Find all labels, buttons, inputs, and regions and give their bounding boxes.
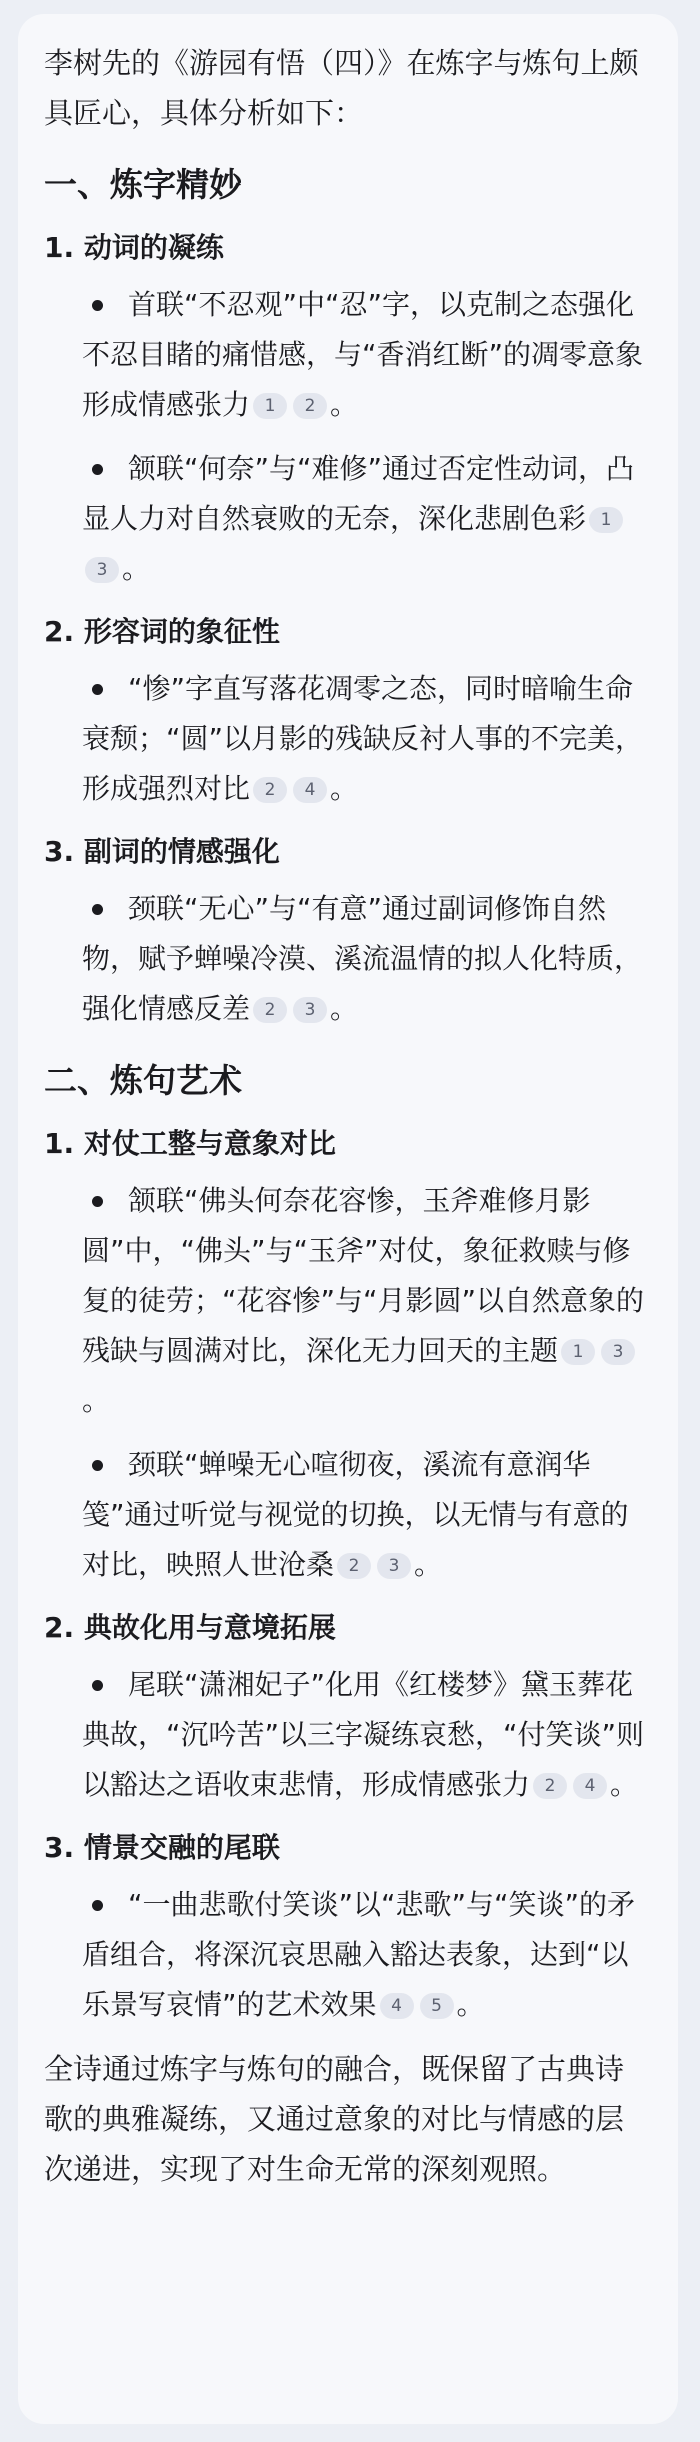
- citation-badge[interactable]: 5: [420, 1993, 454, 2019]
- list-item-text: 首联“不忍观”中“忍”字，以克制之态强化不忍目睹的痛惜感，与“香消红断”的凋零意象形成情感张力: [82, 288, 644, 421]
- citation-badge[interactable]: 3: [85, 557, 119, 583]
- list-item-body: [36, 444, 650, 594]
- list-item-text: “惨”字直写落花凋零之态，同时暗喻生命衰颓；“圆”以月影的残缺反衬人事的不完美，形成强烈对比: [82, 672, 644, 805]
- list-item-text: 颔联“佛头何奈花容惨，玉斧难修月影圆”中，“佛头”与“玉斧”对仗，象征救赎与修复的徒劳；“花容惨”与“月影圆”以自然意象的残缺与圆满对比，深化无力回天的主题: [82, 1184, 645, 1367]
- bullet-icon: [92, 1460, 103, 1471]
- subsection-heading: 2. 典故化用与意境拓展: [44, 1611, 336, 1644]
- bullet-list: [44, 1880, 650, 2030]
- list-item-body: [36, 1176, 650, 1426]
- citation-badge[interactable]: 4: [380, 1993, 414, 2019]
- conclusion-paragraph: 全诗通过炼字与炼句的融合，既保留了古典诗歌的典雅凝练，又通过意象的对比与情感的层次递进，实现了对生命无常的深刻观照。: [44, 2052, 625, 2186]
- section-heading: 一、炼字精妙: [44, 165, 242, 204]
- list-item: [44, 884, 650, 1034]
- sentence-end-mark: 。: [122, 552, 151, 585]
- citation-badge[interactable]: 3: [377, 1553, 411, 1579]
- bullet-list: [44, 1176, 650, 1590]
- subsection-heading: 3. 情景交融的尾联: [44, 1831, 280, 1864]
- bullet-list: [44, 280, 650, 594]
- list-item-text: 颈联“蝉噪无心喧彻夜，溪流有意润华笺”通过听觉与视觉的切换，以无情与有意的对比，映照人世沧桑: [82, 1448, 629, 1581]
- citation-badge[interactable]: 2: [293, 393, 327, 419]
- citation-badge[interactable]: 2: [253, 997, 287, 1023]
- citation-badge[interactable]: 4: [573, 1773, 607, 1799]
- bullet-icon: [92, 904, 103, 915]
- list-item: [44, 664, 650, 814]
- bullet-icon: [92, 1900, 103, 1911]
- citation-badge[interactable]: 3: [293, 997, 327, 1023]
- list-item-text: 颔联“何奈”与“难修”通过否定性动词，凸显人力对自然衰败的无奈，深化悲剧色彩: [82, 452, 635, 535]
- subsection-heading: 1. 对仗工整与意象对比: [44, 1127, 336, 1160]
- sentence-end-mark: 。: [456, 1988, 485, 2021]
- citation-badge[interactable]: 4: [293, 777, 327, 803]
- list-item-text: 颈联“无心”与“有意”通过副词修饰自然物，赋予蝉噪冷漠、溪流温情的拟人化特质，强化情感反差: [82, 892, 643, 1025]
- list-item-body: [36, 664, 650, 814]
- sentence-end-mark: 。: [330, 772, 359, 805]
- subsection-heading: 1. 动词的凝练: [44, 231, 224, 264]
- bullet-list: [44, 884, 650, 1034]
- list-item: [44, 444, 650, 594]
- list-item: [44, 1880, 650, 2030]
- list-item-body: [36, 1660, 650, 1810]
- bullet-icon: [92, 1196, 103, 1207]
- list-item: [44, 1660, 650, 1810]
- citation-badge[interactable]: 3: [601, 1339, 635, 1365]
- subsection-heading: 3. 副词的情感强化: [44, 835, 280, 868]
- sentence-end-mark: 。: [330, 388, 359, 421]
- citation-badge[interactable]: 2: [337, 1553, 371, 1579]
- list-item: [44, 1176, 650, 1426]
- list-item-body: [36, 884, 650, 1034]
- answer-card: [18, 14, 678, 2424]
- subsection-heading: 2. 形容词的象征性: [44, 615, 280, 648]
- list-item-body: [36, 1880, 650, 2030]
- bullet-list: [44, 664, 650, 814]
- intro-paragraph: 李树先的《游园有悟（四）》在炼字与炼句上颇具匠心，具体分析如下：: [44, 46, 639, 130]
- section-heading: 二、炼句艺术: [44, 1061, 242, 1100]
- bullet-icon: [92, 1680, 103, 1691]
- bullet-icon: [92, 300, 103, 311]
- sentence-end-mark: 。: [414, 1548, 443, 1581]
- list-item-text: 尾联“潇湘妃子”化用《红楼梦》黛玉葬花典故，“沉吟苦”以三字凝练哀愁，“付笑谈”则以豁达之语收束悲情，形成情感张力: [82, 1668, 645, 1801]
- sentence-end-mark: 。: [82, 1384, 111, 1417]
- list-item-body: [36, 280, 650, 430]
- citation-badge[interactable]: 2: [533, 1773, 567, 1799]
- list-item-body: [36, 1440, 650, 1590]
- list-item: [44, 280, 650, 430]
- bullet-icon: [92, 684, 103, 695]
- citation-badge[interactable]: 1: [253, 393, 287, 419]
- list-item: [44, 1440, 650, 1590]
- analysis-sections: [44, 160, 650, 2030]
- list-item-text: “一曲悲歌付笑谈”以“悲歌”与“笑谈”的矛盾组合，将深沉哀思融入豁达表象，达到“以乐景写哀情”的艺术效果: [82, 1888, 636, 2021]
- citation-badge[interactable]: 2: [253, 777, 287, 803]
- citation-badge[interactable]: 1: [589, 507, 623, 533]
- sentence-end-mark: 。: [330, 992, 359, 1025]
- bullet-icon: [92, 464, 103, 475]
- sentence-end-mark: 。: [610, 1768, 639, 1801]
- citation-badge[interactable]: 1: [561, 1339, 595, 1365]
- bullet-list: [44, 1660, 650, 1810]
